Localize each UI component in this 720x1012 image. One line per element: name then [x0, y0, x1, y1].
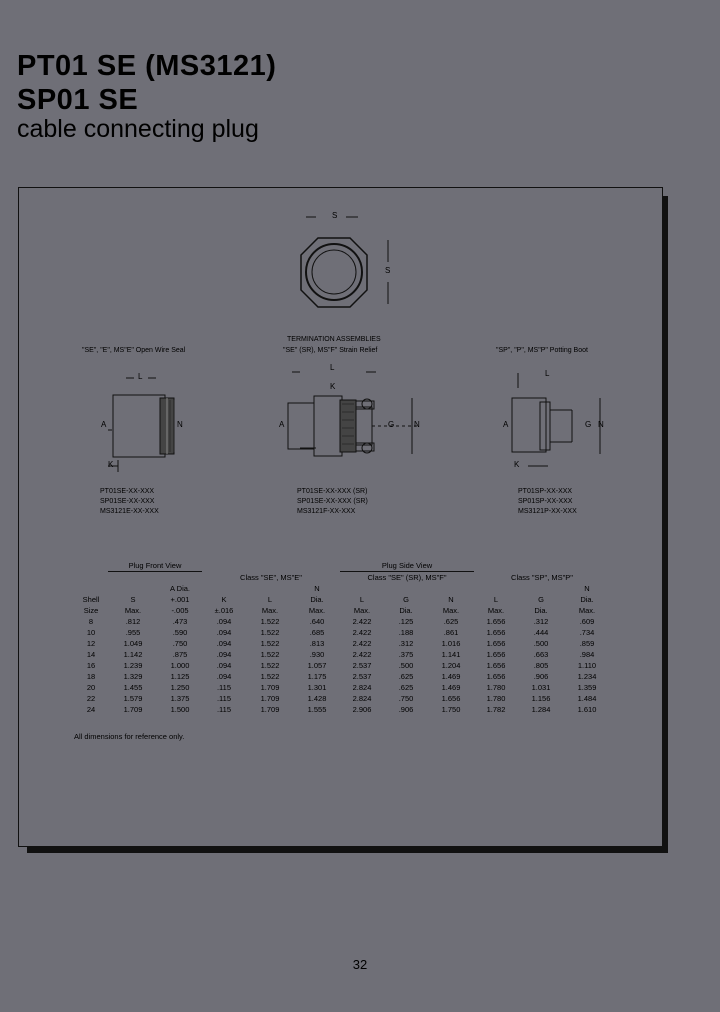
group-plug-front-view: Plug Front View [108, 560, 202, 572]
right-dim-g: G [585, 420, 592, 429]
center-dim-l: L [330, 363, 335, 372]
caption-strain-relief: "SE" (SR), MS"F" Strain Relief [283, 347, 378, 354]
col-header-l: L Max. [261, 595, 279, 615]
table-row: 18 1.329 1.125 .094 1.522 1.175 2.537 .625 1.469 1.656 .906 1.234 [86, 672, 597, 681]
center-part-numbers: PT01SE-XX-XXX (SR) SP01SE-XX-XXX (SR) MS3121F-XX-XXX [297, 488, 368, 515]
col-header-n-sr: N Max. [442, 595, 460, 615]
table-row: 12 1.049 .750 .094 1.522 .813 2.422 .312 1.016 1.656 .500 .859 [86, 639, 595, 648]
col-header-shell-size: Shell Size [82, 595, 100, 615]
class-sp-header: Class "SP", MS"P" [511, 572, 573, 582]
col-header-g-sr: G Dia. [399, 595, 413, 615]
caption-potting-boot: "SP", "P", MS"P" Potting Boot [496, 347, 588, 354]
group-plug-side-view: Plug Side View [340, 560, 474, 572]
col-header-n: N Dia. Max. [308, 584, 326, 615]
table-row: 16 1.239 1.000 .094 1.522 1.057 2.537 .500 1.204 1.656 .805 1.110 [86, 661, 597, 670]
table-row: 20 1.455 1.250 .115 1.709 1.301 2.824 .625 1.469 1.780 1.031 1.359 [86, 683, 597, 692]
class-se-sr-header: Class "SE" (SR), MS"F" [367, 573, 447, 582]
open-wire-seal-drawing [108, 378, 174, 472]
table-row: 22 1.579 1.375 .115 1.709 1.428 2.824 .750 1.656 1.780 1.156 1.484 [86, 694, 597, 703]
left-dim-l: L [138, 372, 143, 381]
col-header-n-sp: N Dia. Max. [578, 584, 596, 615]
front-view-s-label-top: S [332, 211, 338, 220]
center-dim-n: N [414, 420, 420, 429]
reference-note: All dimensions for reference only. [74, 732, 185, 741]
table-row: 14 1.142 .875 .094 1.522 .930 2.422 .375 1.141 1.656 .663 .984 [86, 650, 595, 659]
strain-relief-drawing [288, 372, 420, 456]
center-dim-a: A [279, 420, 285, 429]
col-header-a-dia: A Dia. +.001 -.005 [169, 584, 190, 615]
right-dim-k: K [514, 460, 520, 469]
table-row: 8 .812 .473 .094 1.522 .640 2.422 .125 .625 1.656 .312 .609 [88, 617, 595, 626]
title-part-number: PT01 SE (MS3121) [17, 50, 277, 82]
page-number: 32 [352, 957, 368, 972]
col-header-l-sp: L Max. [487, 595, 505, 615]
left-dim-a: A [101, 420, 107, 429]
plug-front-view-drawing [301, 217, 391, 307]
center-dim-k: K [330, 382, 336, 391]
title-alt-part-number: SP01 SE [17, 84, 139, 116]
right-dim-a: A [503, 420, 509, 429]
left-dim-n: N [177, 420, 183, 429]
col-header-g-sp: G Dia. [534, 595, 548, 615]
col-header-k: K ±.016 [214, 595, 234, 615]
class-se-e-header: Class "SE", MS"E" [240, 572, 302, 582]
table-header-row [74, 583, 610, 616]
col-header-l-sr: L Max. [353, 595, 371, 615]
left-dim-k: K [108, 460, 114, 469]
col-header-s: S Max. [124, 595, 142, 615]
front-view-s-label-side: S [385, 266, 391, 275]
right-dim-l: L [545, 369, 550, 378]
table-row: 24 1.709 1.500 .115 1.709 1.555 2.906 .906 1.750 1.782 1.284 1.610 [86, 705, 597, 714]
frame-shadow-bottom [27, 847, 668, 853]
subtitle: cable connecting plug [17, 115, 259, 143]
caption-open-wire-seal: "SE", "E", MS"E" Open Wire Seal [82, 347, 186, 354]
center-dim-g: G [388, 420, 395, 429]
table-row: 10 .955 .590 .094 1.522 .685 2.422 .188 .861 1.656 .444 .734 [86, 628, 595, 637]
left-part-numbers: PT01SE-XX-XXX SP01SE-XX-XXX MS3121E-XX-XXX [100, 488, 159, 515]
termination-heading: TERMINATION ASSEMBLIES [287, 336, 381, 343]
right-part-numbers: PT01SP-XX-XXX SP01SP-XX-XXX MS3121P-XX-XXX [518, 488, 577, 515]
right-dim-n: N [598, 420, 604, 429]
dimensions-table [74, 560, 610, 715]
